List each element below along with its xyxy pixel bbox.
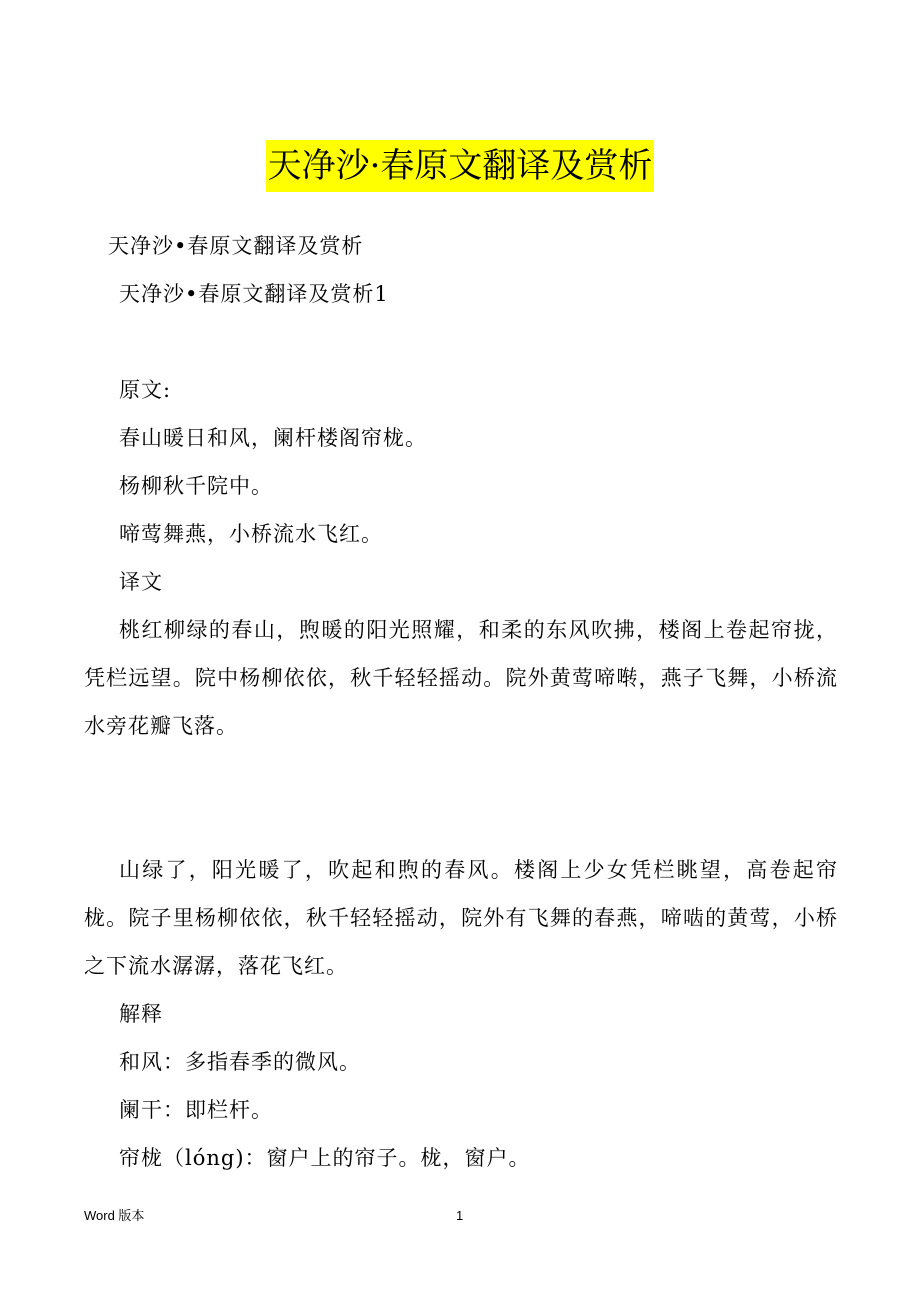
- note-item: 帘栊（lóng)：窗户上的帘子。栊，窗户。: [119, 1146, 531, 1170]
- subtitle: 天净沙•春原文翻译及赏析: [108, 234, 364, 258]
- translation-label: 译文: [119, 570, 163, 594]
- translation-paragraph: 桃红柳绿的春山，煦暖的阳光照耀，和柔的东风吹拂，楼阁上卷起帘拢，凭栏远望。院中杨柳依依，秋千轻轻摇动。院外黄莺啼啭，燕子飞舞，小桥流水旁花瓣飞落。: [84, 618, 838, 738]
- document-title: 天净沙·春原文翻译及赏析: [266, 140, 655, 192]
- note-item: 阑干：即栏杆。: [119, 1098, 273, 1122]
- original-line: 杨柳秋千院中。: [119, 474, 273, 498]
- section-heading: 天净沙•春原文翻译及赏析1: [119, 282, 389, 306]
- notes-label: 解释: [119, 1002, 163, 1026]
- original-line: 啼莺舞燕，小桥流水飞红。: [119, 522, 383, 546]
- original-label: 原文:: [119, 378, 172, 402]
- note-item: 和风：多指春季的微风。: [119, 1050, 361, 1074]
- footer-page-number: 1: [456, 1208, 464, 1223]
- title-container: [0, 140, 920, 192]
- original-line: 春山暖日和风，阑杆楼阁帘栊。: [119, 426, 427, 450]
- translation-paragraph-2: 山绿了，阳光暖了，吹起和煦的春风。楼阁上少女凭栏眺望，高卷起帘栊。院子里杨柳依依，秋千轻轻摇动，院外有飞舞的春燕，啼啮的黄莺，小桥之下流水潺潺，落花飞红。: [84, 858, 838, 978]
- footer-version-label: Word 版本: [84, 1208, 145, 1223]
